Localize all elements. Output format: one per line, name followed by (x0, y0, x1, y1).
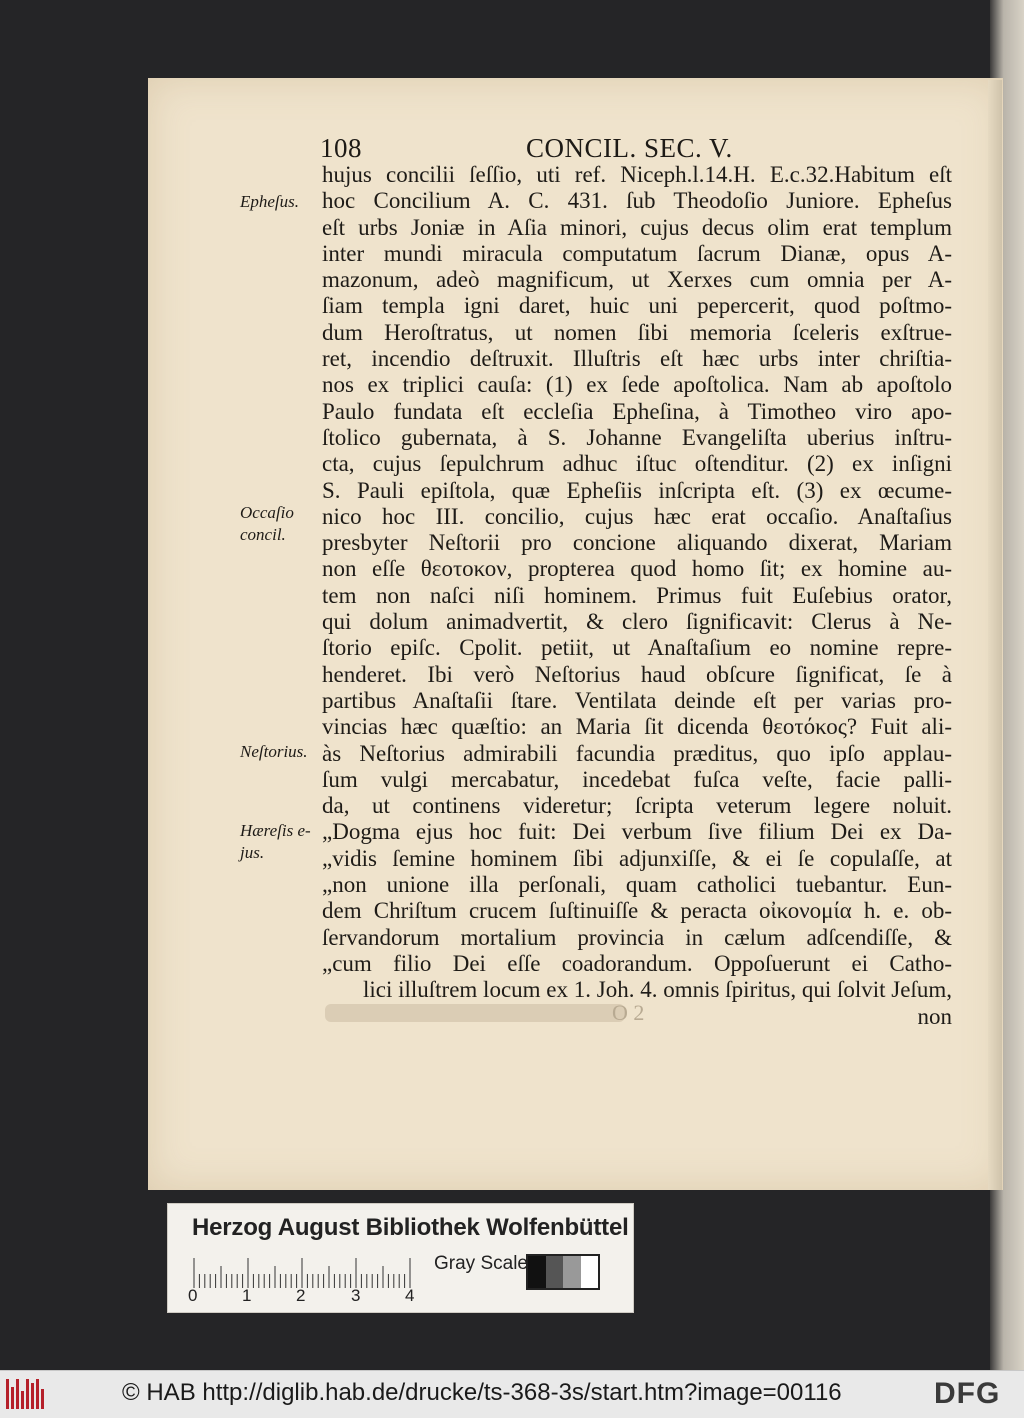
text-line: ret, incendio deſtruxit. Illuſtris eſt hæc urbs inter chriſtia- (322, 346, 952, 372)
hab-logo-bar (21, 1391, 24, 1409)
text-line: presbyter Neſtorii pro concione aliquando dixerat, Mariam (322, 530, 952, 556)
text-line: ſum vulgi mercabatur, incedebat fuſca veſte, facie palli- (322, 766, 952, 792)
marginal-note-line: concil. (240, 525, 286, 544)
text-line: „vidis ſemine hominem ſibi adjunxiſſe, & ei ſe copulaſſe, at (322, 845, 952, 871)
text-line: Paulo fundata eſt eccleſia Epheſina, à Timotheo viro apo- (322, 398, 952, 424)
bleed-through-text (325, 1004, 625, 1022)
gray-swatch-cell (528, 1256, 546, 1288)
marginal-note-line: Epheſus. (240, 192, 300, 211)
text-line: partibus Anaſtaſii ſtare. Ventilata deinde eſt per varias pro- (322, 687, 952, 713)
marginal-note-line: Hæreſis e- (240, 821, 311, 840)
hab-logo-bar (11, 1387, 14, 1409)
text-line: mazonum, adeò magnificum, ut Xerxes cum omnia per A- (322, 267, 952, 293)
gray-swatch-cell (546, 1256, 564, 1288)
marginal-note (240, 502, 316, 546)
marginal-note-line: jus. (240, 843, 265, 862)
signature-mark: O 2 (612, 1000, 645, 1025)
marginal-note (240, 820, 316, 864)
library-name: Herzog August Bibliothek Wolfenbüttel (192, 1214, 629, 1241)
text-line: nico hoc III. concilio, cujus hæc erat occaſio. Anaſtaſius (322, 503, 952, 529)
text-line: às Neſtorius admirabili facundia prӕditus, quo ipſo applau- (322, 740, 952, 766)
catchword: non (917, 1003, 952, 1029)
marginal-note (240, 741, 316, 763)
text-line: hoc Concilium A. C. 431. ſub Theodoſio Juniore. Epheſus (322, 188, 952, 214)
gray-scale-swatch (526, 1254, 600, 1290)
marginal-note-line: Neſtorius. (240, 742, 308, 761)
gray-swatch-cell (581, 1256, 599, 1288)
gray-swatch-cell (563, 1256, 581, 1288)
text-line: dem Chriſtum crucem ſuſtinuiſſe & peracta οἰκονομία h. e. ob- (322, 898, 952, 924)
page-number: 108 (320, 133, 362, 163)
footer-bar (0, 1370, 1024, 1418)
hab-logo-bar (31, 1383, 34, 1409)
hab-logo-bar (16, 1379, 19, 1409)
hab-logo-icon (6, 1379, 46, 1409)
page-edge (988, 80, 1002, 1190)
credit-link[interactable]: © HAB http://diglib.hab.de/drucke/ts-368-3s/start.htm?image=00116 (122, 1379, 842, 1406)
text-line: henderet. Ibi verò Neſtorius haud obſcure ſignificat, ſe à (322, 661, 952, 687)
text-line: S. Pauli epiſtola, quæ Epheſiis inſcripta eſt. (3) ex œcume- (322, 477, 952, 503)
dfg-logo: DFG (934, 1377, 1001, 1410)
text-line: nos ex triplici cauſa: (1) ex ſede apoſtolica. Nam ab apoſtolo (322, 372, 952, 398)
text-line: ſtolico gubernata, à S. Johanne Evangeliſta uberius inſtru- (322, 424, 952, 450)
text-line: „cum filio Dei eſſe coadorandum. Oppoſuerunt ei Catho- (322, 950, 952, 976)
text-line: eſt urbs Joniæ in Aſia minori, cujus decus olim erat templum (322, 214, 952, 240)
hab-logo-bar (41, 1389, 44, 1409)
running-head-title: CONCIL. SEC. V. (526, 133, 733, 163)
body-text (322, 162, 952, 1030)
ruler-number: 4 (405, 1286, 415, 1305)
text-line: cta, cujus ſepulchrum adhuc iſtuc oſtenditur. (2) ex inſigni (322, 451, 952, 477)
text-line: non eſſe θεοτοκον, propterea quod homo ſit; ex homine au- (322, 556, 952, 582)
hab-logo-bar (36, 1379, 39, 1409)
text-line: qui dolum animadvertit, & clero ſignificavit: Clerus à Ne- (322, 609, 952, 635)
text-line: lici illuſtrem locum ex 1. Joh. 4. omnis ſpiritus, qui ſolvit Jeſum, (362, 977, 952, 1003)
ruler-number: 0 (188, 1286, 198, 1305)
text-line: dum Heroſtratus, ut nomen ſibi memoria ſceleris exſtrue- (322, 319, 952, 345)
text-line: ſervandorum mortalium provincia in cælum adſcendiſſe, & (322, 924, 952, 950)
text-line: da, ut continens videretur; ſcripta veterum legere noluit. (322, 793, 952, 819)
text-line: inter mundi miracula computatum ſacrum Dianæ, opus A- (322, 240, 952, 266)
marginal-note-line: Occaſio (240, 503, 294, 522)
marginal-note (240, 191, 316, 213)
ruler-number: 3 (351, 1286, 361, 1305)
hab-logo-bar (26, 1379, 29, 1409)
gray-scale-label: Gray Scale (434, 1253, 528, 1274)
text-line: „Dogma ejus hoc fuit: Dei verbum ſive filium Dei ex Da- (322, 819, 952, 845)
text-line: ſtorio epiſc. Cpolit. petiit, ut Anaſtaſium eo nomine repre- (322, 635, 952, 661)
text-line: ſiam templa igni daret, huic uni pepercerit, quod poſtmo- (322, 293, 952, 319)
text-line: hujus concilii ſeſſio, uti ref. Niceph.l.14.H. E.c.32.Habitum eſt (322, 162, 952, 187)
ruler-number: 1 (242, 1286, 252, 1305)
ruler-icon (192, 1256, 412, 1290)
text-line: vincias hæc quæſtio: an Maria ſit dicenda θεοτόκος? Fuit ali- (322, 714, 952, 740)
library-label (167, 1203, 634, 1313)
text-line: tem non naſci niſi hominem. Primus fuit Euſebius orator, (322, 582, 952, 608)
hab-logo-bar (6, 1379, 9, 1409)
ruler-number: 2 (296, 1286, 306, 1305)
text-line: „non unione illa perſonali, quam catholici tuebantur. Eun- (322, 872, 952, 898)
